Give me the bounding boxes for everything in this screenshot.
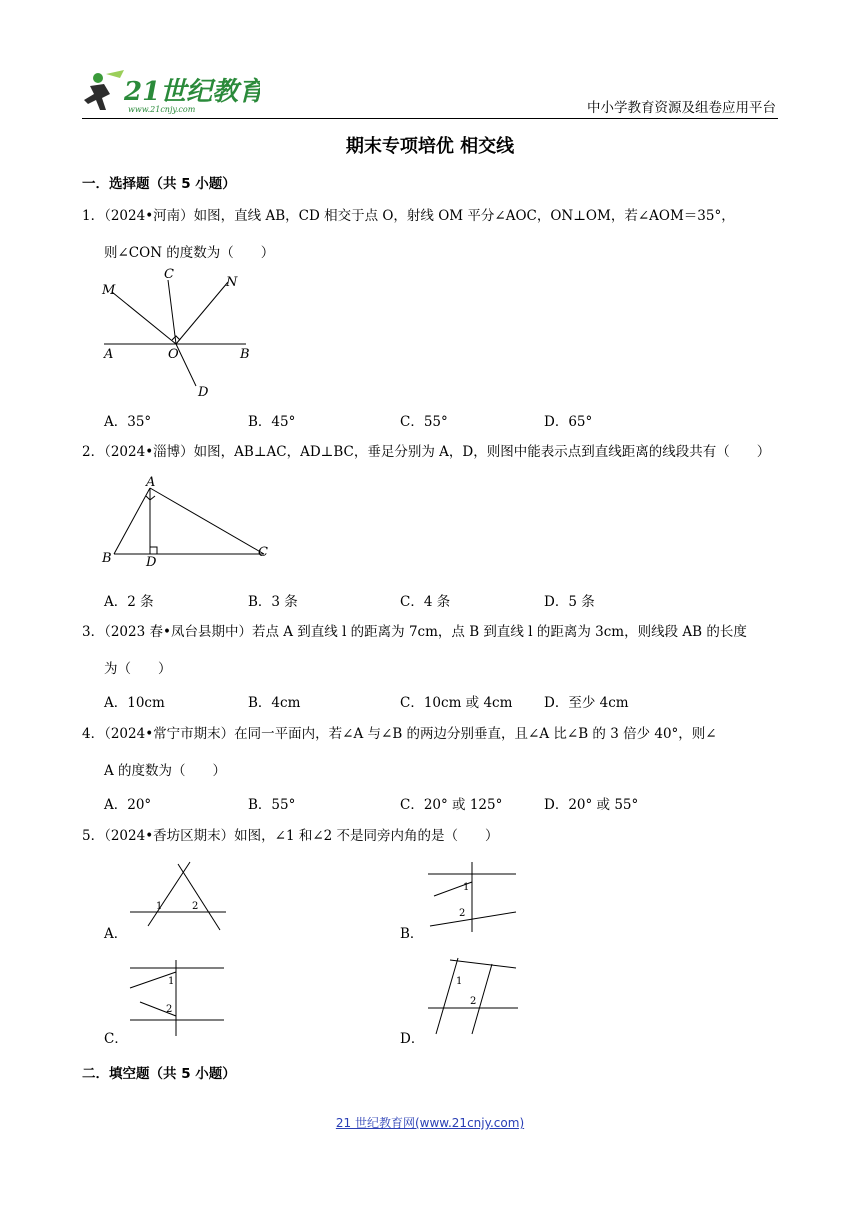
q3-option-c[interactable]: C．10cm 或 4cm bbox=[400, 695, 513, 711]
label-C: C bbox=[164, 267, 174, 282]
label-D: D bbox=[146, 555, 157, 566]
question-1-line1: 1．（2024•河南）如图，直线 AB，CD 相交于点 O，射线 OM 平分∠AOC，ON⊥OM，若∠AOM＝35°， bbox=[82, 208, 735, 224]
q1-option-d[interactable]: D．65° bbox=[544, 414, 593, 430]
question-3-line1: 3．（2023 春•凤台县期中）若点 A 到直线 l 的距离为 7cm，点 B 到直线 l 的距离为 3cm，则线段 AB 的长度 bbox=[82, 624, 747, 640]
q1-option-a[interactable]: A．35° bbox=[104, 414, 152, 430]
q4-option-b[interactable]: B．55° bbox=[248, 797, 296, 813]
svg-text:1: 1 bbox=[156, 901, 163, 912]
q5-option-a[interactable]: A． bbox=[104, 926, 128, 942]
header-platform-text: 中小学教育资源及组卷应用平台 bbox=[587, 100, 776, 116]
q5-option-b[interactable]: B． bbox=[400, 926, 424, 942]
q5-option-d[interactable]: D． bbox=[400, 1031, 425, 1047]
label-D: D bbox=[198, 385, 209, 400]
footer-link[interactable]: 21 世纪教育网(www.21cnjy.com) bbox=[335, 1116, 525, 1130]
q4-option-d[interactable]: D．20° 或 55° bbox=[544, 797, 639, 813]
question-4-line2: A 的度数为（ ） bbox=[104, 763, 227, 779]
page-title: 期末专项培优 相交线 bbox=[345, 136, 515, 157]
logo-text: 21世纪教育 bbox=[124, 77, 260, 107]
label-C: C bbox=[258, 545, 268, 560]
q5-figure-b bbox=[426, 860, 520, 936]
q2-option-c[interactable]: C．4 条 bbox=[400, 594, 451, 610]
question-1-line2: 则∠CON 的度数为（ ） bbox=[104, 245, 275, 261]
svg-text:2: 2 bbox=[459, 908, 466, 919]
question-3-line2: 为（ ） bbox=[104, 661, 172, 677]
q5-figure-a bbox=[128, 860, 228, 936]
header-divider bbox=[82, 118, 778, 119]
label-B: B bbox=[102, 551, 112, 566]
svg-text:2: 2 bbox=[166, 1004, 173, 1015]
runner-icon bbox=[84, 70, 124, 110]
q4-option-a[interactable]: A．20° bbox=[104, 797, 152, 813]
q4-option-c[interactable]: C．20° 或 125° bbox=[400, 797, 503, 813]
q2-option-b[interactable]: B．3 条 bbox=[248, 594, 298, 610]
svg-text:2: 2 bbox=[192, 901, 199, 912]
label-M: M bbox=[102, 283, 116, 298]
label-B: B bbox=[240, 347, 250, 362]
label-A: A bbox=[104, 347, 114, 362]
q3-option-b[interactable]: B．4cm bbox=[248, 695, 301, 711]
svg-text:2: 2 bbox=[470, 996, 477, 1007]
section-heading-choice: 一．选择题（共 5 小题） bbox=[82, 176, 236, 192]
question-5-line1: 5．（2024•香坊区期末）如图，∠1 和∠2 不是同旁内角的是（ ） bbox=[82, 828, 499, 844]
question-2-line1: 2．（2024•淄博）如图，AB⊥AC，AD⊥BC，垂足分别为 A，D，则图中能表示点到直线距离的线段共有（ ） bbox=[82, 444, 771, 460]
q5-figure-c bbox=[126, 958, 226, 1040]
logo-url: www.21cnjy.com bbox=[128, 105, 196, 114]
q2-option-d[interactable]: D．5 条 bbox=[544, 594, 595, 610]
question-1-figure bbox=[100, 262, 250, 406]
q2-option-a[interactable]: A．2 条 bbox=[104, 594, 154, 610]
svg-text:1: 1 bbox=[463, 882, 470, 893]
q3-option-d[interactable]: D．至少 4cm bbox=[544, 695, 629, 711]
q1-option-b[interactable]: B．45° bbox=[248, 414, 296, 430]
section-heading-fill: 二．填空题（共 5 小题） bbox=[82, 1066, 236, 1082]
question-2-figure bbox=[100, 474, 275, 570]
label-N: N bbox=[226, 275, 238, 290]
q3-option-a[interactable]: A．10cm bbox=[104, 695, 165, 711]
label-O: O bbox=[168, 347, 179, 362]
label-A: A bbox=[146, 475, 156, 490]
svg-text:1: 1 bbox=[456, 976, 463, 987]
question-4-line1: 4．（2024•常宁市期末）在同一平面内，若∠A 与∠B 的两边分别垂直，且∠A 比∠B 的 3 倍少 40°，则∠ bbox=[82, 726, 717, 742]
footer bbox=[0, 1114, 860, 1131]
svg-text:1: 1 bbox=[168, 976, 175, 987]
q5-figure-d bbox=[424, 956, 520, 1040]
q5-option-c[interactable]: C． bbox=[104, 1031, 128, 1047]
q1-option-c[interactable]: C．55° bbox=[400, 414, 448, 430]
site-logo bbox=[80, 68, 260, 118]
